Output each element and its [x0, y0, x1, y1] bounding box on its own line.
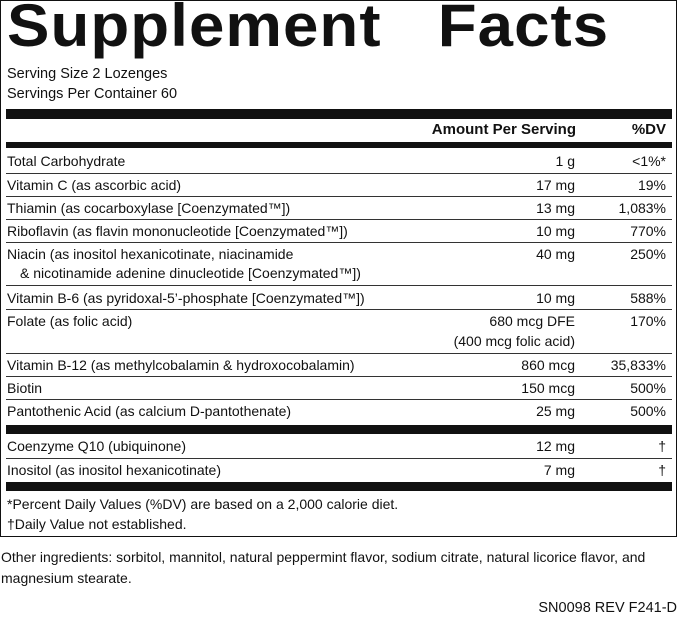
nutrient-dv: † — [658, 438, 666, 454]
nutrient-name: Biotin — [7, 380, 43, 396]
nutrient-amount: 12 mg — [536, 438, 575, 454]
row-divider — [6, 196, 672, 197]
serving-size: Serving Size 2 Lozenges — [7, 66, 168, 82]
nutrient-amount: 860 mcg — [521, 357, 575, 373]
nutrient-amount: 680 mcg DFE — [489, 313, 575, 329]
nutrient-name: Pantothenic Acid (as calcium D-pantothenate) — [7, 403, 292, 419]
nutrient-name: Folate (as folic acid) — [7, 313, 133, 329]
nutrient-name: Riboflavin (as flavin mononucleotide [Coenzymated™]) — [7, 223, 348, 239]
product-code: SN0098 REV F241-D — [538, 600, 677, 616]
nutrient-dv: 500% — [630, 403, 666, 419]
other-ingredients: Other ingredients: sorbitol, mannitol, natural peppermint flavor, sodium citrate, natural licorice flavor, and magnesium stearate. — [1, 549, 646, 586]
nutrient-name: Vitamin B-6 (as pyridoxal-5’-phosphate [Coenzymated™]) — [7, 290, 365, 306]
nutrient-amount: 40 mg — [536, 246, 575, 262]
dagger-footnote: †Daily Value not established. — [7, 516, 187, 532]
nutrient-dv: <1%* — [632, 153, 666, 169]
nutrient-dv: 19% — [637, 177, 666, 193]
amount-per-serving-header: Amount Per Serving — [431, 121, 576, 138]
nutrient-dv: 500% — [630, 380, 666, 396]
daily-value-footnote: *Percent Daily Values (%DV) are based on a 2,000 calorie diet. — [7, 496, 399, 512]
nutrient-amount: 1 g — [555, 153, 575, 169]
nutrient-amount-detail: (400 mcg folic acid) — [453, 333, 575, 349]
thick-divider-bottom — [6, 482, 672, 491]
row-divider — [6, 242, 672, 243]
row-divider — [6, 376, 672, 377]
row-divider — [6, 353, 672, 354]
nutrient-name: Total Carbohydrate — [7, 153, 126, 169]
nutrient-dv: 170% — [630, 313, 666, 329]
servings-per-container: Servings Per Container 60 — [7, 86, 178, 102]
nutrient-amount: 150 mcg — [521, 380, 575, 396]
row-divider — [6, 219, 672, 220]
nutrient-name: Vitamin C (as ascorbic acid) — [7, 177, 182, 193]
nutrient-name: Coenzyme Q10 (ubiquinone) — [7, 438, 186, 454]
row-divider — [6, 458, 672, 459]
nutrient-amount: 10 mg — [536, 290, 575, 306]
nutrient-amount: 7 mg — [543, 462, 575, 478]
nutrient-dv: 770% — [630, 223, 666, 239]
nutrient-amount: 13 mg — [536, 200, 575, 216]
nutrient-name: Vitamin B-12 (as methylcobalamin & hydroxocobalamin) — [7, 357, 355, 373]
nutrient-dv: † — [658, 462, 666, 478]
nutrient-dv: 1,083% — [618, 200, 666, 216]
medium-divider — [6, 142, 672, 148]
nutrient-name-continued: & nicotinamide adenine dinucleotide [Coenzymated™]) — [20, 265, 361, 281]
dv-header: %DV — [631, 121, 666, 138]
nutrient-amount: 10 mg — [536, 223, 575, 239]
nutrient-name: Thiamin (as cocarboxylase [Coenzymated™]) — [7, 200, 291, 216]
nutrient-amount: 17 mg — [536, 177, 575, 193]
thick-divider-top — [6, 109, 672, 119]
row-divider — [6, 285, 672, 286]
row-divider — [6, 173, 672, 174]
label-title: Supplement Facts — [7, 0, 610, 59]
row-divider — [6, 399, 672, 400]
nutrient-dv: 250% — [630, 246, 666, 262]
thick-divider-middle — [6, 425, 672, 434]
nutrient-amount: 25 mg — [536, 403, 575, 419]
nutrient-name: Niacin (as inositol hexanicotinate, niacinamide — [7, 246, 294, 262]
nutrient-dv: 35,833% — [610, 357, 666, 373]
nutrient-dv: 588% — [630, 290, 666, 306]
nutrient-name: Inositol (as inositol hexanicotinate) — [7, 462, 222, 478]
row-divider — [6, 309, 672, 310]
